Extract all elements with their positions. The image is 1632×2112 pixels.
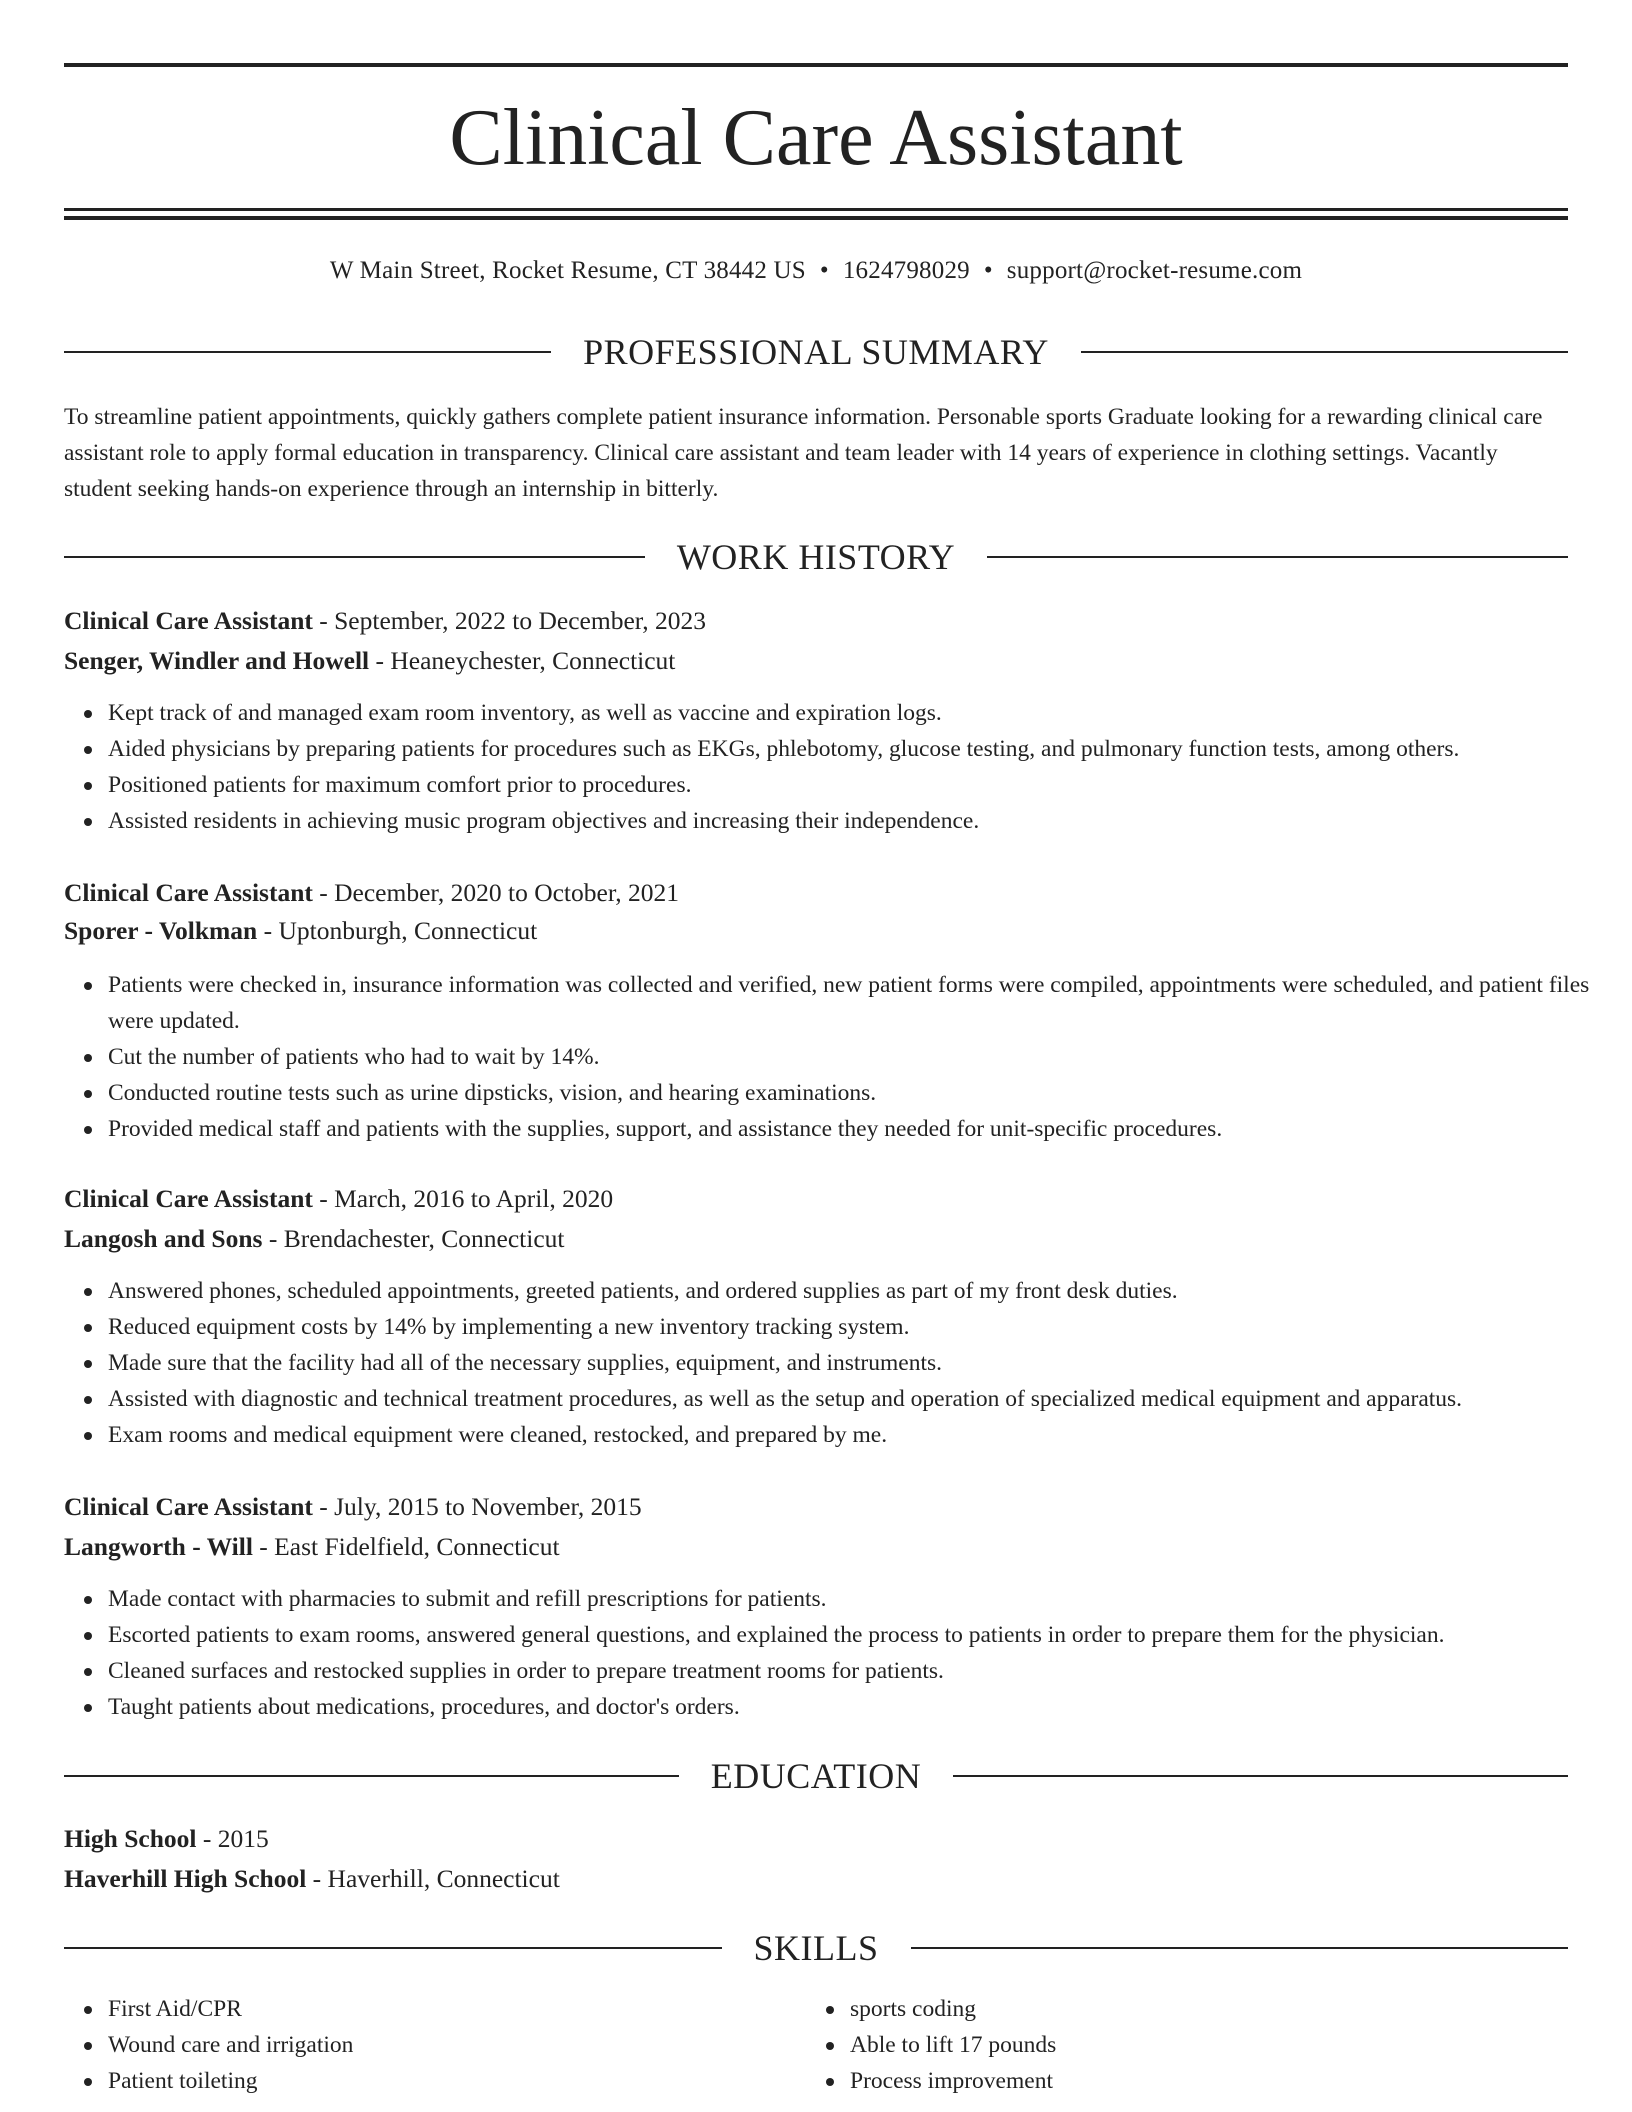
dash: -: [312, 1492, 335, 1521]
job-company-line: [64, 913, 1568, 949]
section-title: EDUCATION: [710, 1756, 922, 1796]
job-location: Brendachester, Connecticut: [283, 1224, 565, 1253]
dash: -: [306, 1864, 328, 1893]
heading-rule: [64, 556, 645, 558]
job-dates: July, 2015 to November, 2015: [334, 1492, 642, 1521]
dash: -: [257, 916, 279, 945]
job-bullet: Made sure that the facility had all of the necessary supplies, equipment, and instruments.: [108, 1345, 1612, 1381]
section-title: WORK HISTORY: [676, 537, 956, 577]
job-bullet: Positioned patients for maximum comfort prior to procedures.: [108, 767, 1612, 803]
contact-line: [64, 254, 1568, 288]
education-school: Haverhill High School: [64, 1864, 307, 1893]
job-title: Clinical Care Assistant: [64, 1492, 313, 1521]
education-location: Haverhill, Connecticut: [327, 1864, 560, 1893]
heading-rule: [987, 556, 1568, 558]
job-bullet: Patients were checked in, insurance information was collected and verified, new patient forms were compiled, appointments were scheduled, and patient files were updated.: [108, 967, 1612, 1039]
job-bullet: Answered phones, scheduled appointments, greeted patients, and ordered supplies as part of my front desk duties.: [108, 1273, 1612, 1309]
job-company-line: [64, 643, 1568, 679]
skill-item: Patient toileting: [108, 2063, 808, 2099]
job-location: East Fidelfield, Connecticut: [274, 1532, 560, 1561]
contact-address: W Main Street, Rocket Resume, CT 38442 US: [329, 257, 806, 284]
job-location: Heaneychester, Connecticut: [390, 646, 676, 675]
resume-title: Clinical Care Assistant: [449, 94, 1183, 182]
job-title-line: [64, 875, 1568, 911]
job-bullet: Provided medical staff and patients with the supplies, support, and assistance they needed for unit-specific procedures.: [108, 1111, 1612, 1147]
job-title-line: [64, 1489, 1568, 1525]
job-bullet: Conducted routine tests such as urine dipsticks, vision, and hearing examinations.: [108, 1075, 1612, 1111]
job-company: Langworth - Will: [64, 1532, 253, 1561]
section-heading-work: [64, 535, 1568, 579]
job-title: Clinical Care Assistant: [64, 878, 313, 907]
skill-item: Wound care and irrigation: [108, 2027, 808, 2063]
job-bullets: [64, 967, 1612, 1147]
section-heading-summary: [64, 330, 1568, 374]
job-title-line: [64, 1181, 1568, 1217]
heading-rule: [64, 1775, 679, 1777]
heading-rule: [911, 1947, 1569, 1949]
dash: -: [312, 606, 335, 635]
heading-rule: [64, 1947, 722, 1949]
contact-separator: •: [983, 257, 993, 284]
job-bullet: Aided physicians by preparing patients for procedures such as EKGs, phlebotomy, glucose testing, and pulmonary function tests, among others.: [108, 731, 1612, 767]
job-title-line: [64, 603, 1568, 639]
job-bullet: Exam rooms and medical equipment were cleaned, restocked, and prepared by me.: [108, 1417, 1612, 1453]
job-bullets: [64, 1273, 1612, 1453]
dash: -: [312, 1184, 335, 1213]
job-bullet: Escorted patients to exam rooms, answered general questions, and explained the process to patients in order to prepare them for the physician.: [108, 1617, 1612, 1653]
job-bullet: Kept track of and managed exam room inventory, as well as vaccine and expiration logs.: [108, 695, 1612, 731]
heading-rule: [953, 1775, 1568, 1777]
job-company-line: [64, 1529, 1568, 1565]
job-dates: March, 2016 to April, 2020: [334, 1184, 614, 1213]
education-year: 2015: [217, 1824, 269, 1853]
job-title: Clinical Care Assistant: [64, 606, 313, 635]
job-company: Sporer - Volkman: [64, 916, 258, 945]
section-title: SKILLS: [753, 1928, 879, 1968]
job-bullet: Taught patients about medications, procedures, and doctor's orders.: [108, 1689, 1612, 1725]
skill-item: Process improvement: [850, 2063, 1550, 2099]
job-bullet: Assisted residents in achieving music program objectives and increasing their independence.: [108, 803, 1612, 839]
job-dates: December, 2020 to October, 2021: [334, 878, 680, 907]
job-bullet: Reduced equipment costs by 14% by implementing a new inventory tracking system.: [108, 1309, 1612, 1345]
job-bullet: Assisted with diagnostic and technical treatment procedures, as well as the setup and operation of specialized medical equipment and apparatus.: [108, 1381, 1612, 1417]
job-bullet: Cleaned surfaces and restocked supplies in order to prepare treatment rooms for patients.: [108, 1653, 1612, 1689]
section-heading-skills: [64, 1926, 1568, 1970]
job-company-line: [64, 1221, 1568, 1257]
job-location: Uptonburgh, Connecticut: [278, 916, 538, 945]
title-rule-upper: [64, 208, 1568, 211]
education-degree-line: [64, 1821, 1568, 1857]
dash: -: [252, 1532, 275, 1561]
job-company: Langosh and Sons: [64, 1224, 263, 1253]
contact-phone: 1624798029: [842, 257, 970, 284]
education-school-line: [64, 1861, 1568, 1897]
education-degree: High School: [64, 1824, 197, 1853]
contact-separator: •: [819, 257, 829, 284]
title-rule-lower: [64, 216, 1568, 220]
dash: -: [312, 878, 335, 907]
job-dates: September, 2022 to December, 2023: [334, 606, 706, 635]
job-bullet: Made contact with pharmacies to submit and refill prescriptions for patients.: [108, 1581, 1612, 1617]
skills-list-left: [64, 1991, 808, 2099]
section-title: PROFESSIONAL SUMMARY: [583, 332, 1049, 372]
skill-item: sports coding: [850, 1991, 1550, 2027]
heading-rule: [64, 351, 551, 353]
job-company: Senger, Windler and Howell: [64, 646, 370, 675]
heading-rule: [1081, 351, 1568, 353]
summary-text: To streamline patient appointments, quickly gathers complete patient insurance information. Personable sports Graduate looking for a rewarding clinical care assistant role to apply formal education in transparency. Clinical care assistant and team leader with 14 years of experience in clothing settings. Vacantly student seeking hands-on experience through an internship in bitterly.: [64, 404, 1543, 502]
dash: -: [369, 646, 391, 675]
job-title: Clinical Care Assistant: [64, 1184, 313, 1213]
section-heading-education: [64, 1754, 1568, 1798]
job-bullets: [64, 695, 1612, 839]
skill-item: First Aid/CPR: [108, 1991, 808, 2027]
dash: -: [262, 1224, 284, 1253]
job-bullet: Cut the number of patients who had to wait by 14%.: [108, 1039, 1612, 1075]
skill-item: Able to lift 17 pounds: [850, 2027, 1550, 2063]
dash: -: [196, 1824, 218, 1853]
contact-email: support@rocket-resume.com: [1006, 257, 1303, 284]
job-bullets: [64, 1581, 1612, 1725]
skills-list-right: [806, 1991, 1550, 2099]
top-rule: [64, 63, 1568, 67]
